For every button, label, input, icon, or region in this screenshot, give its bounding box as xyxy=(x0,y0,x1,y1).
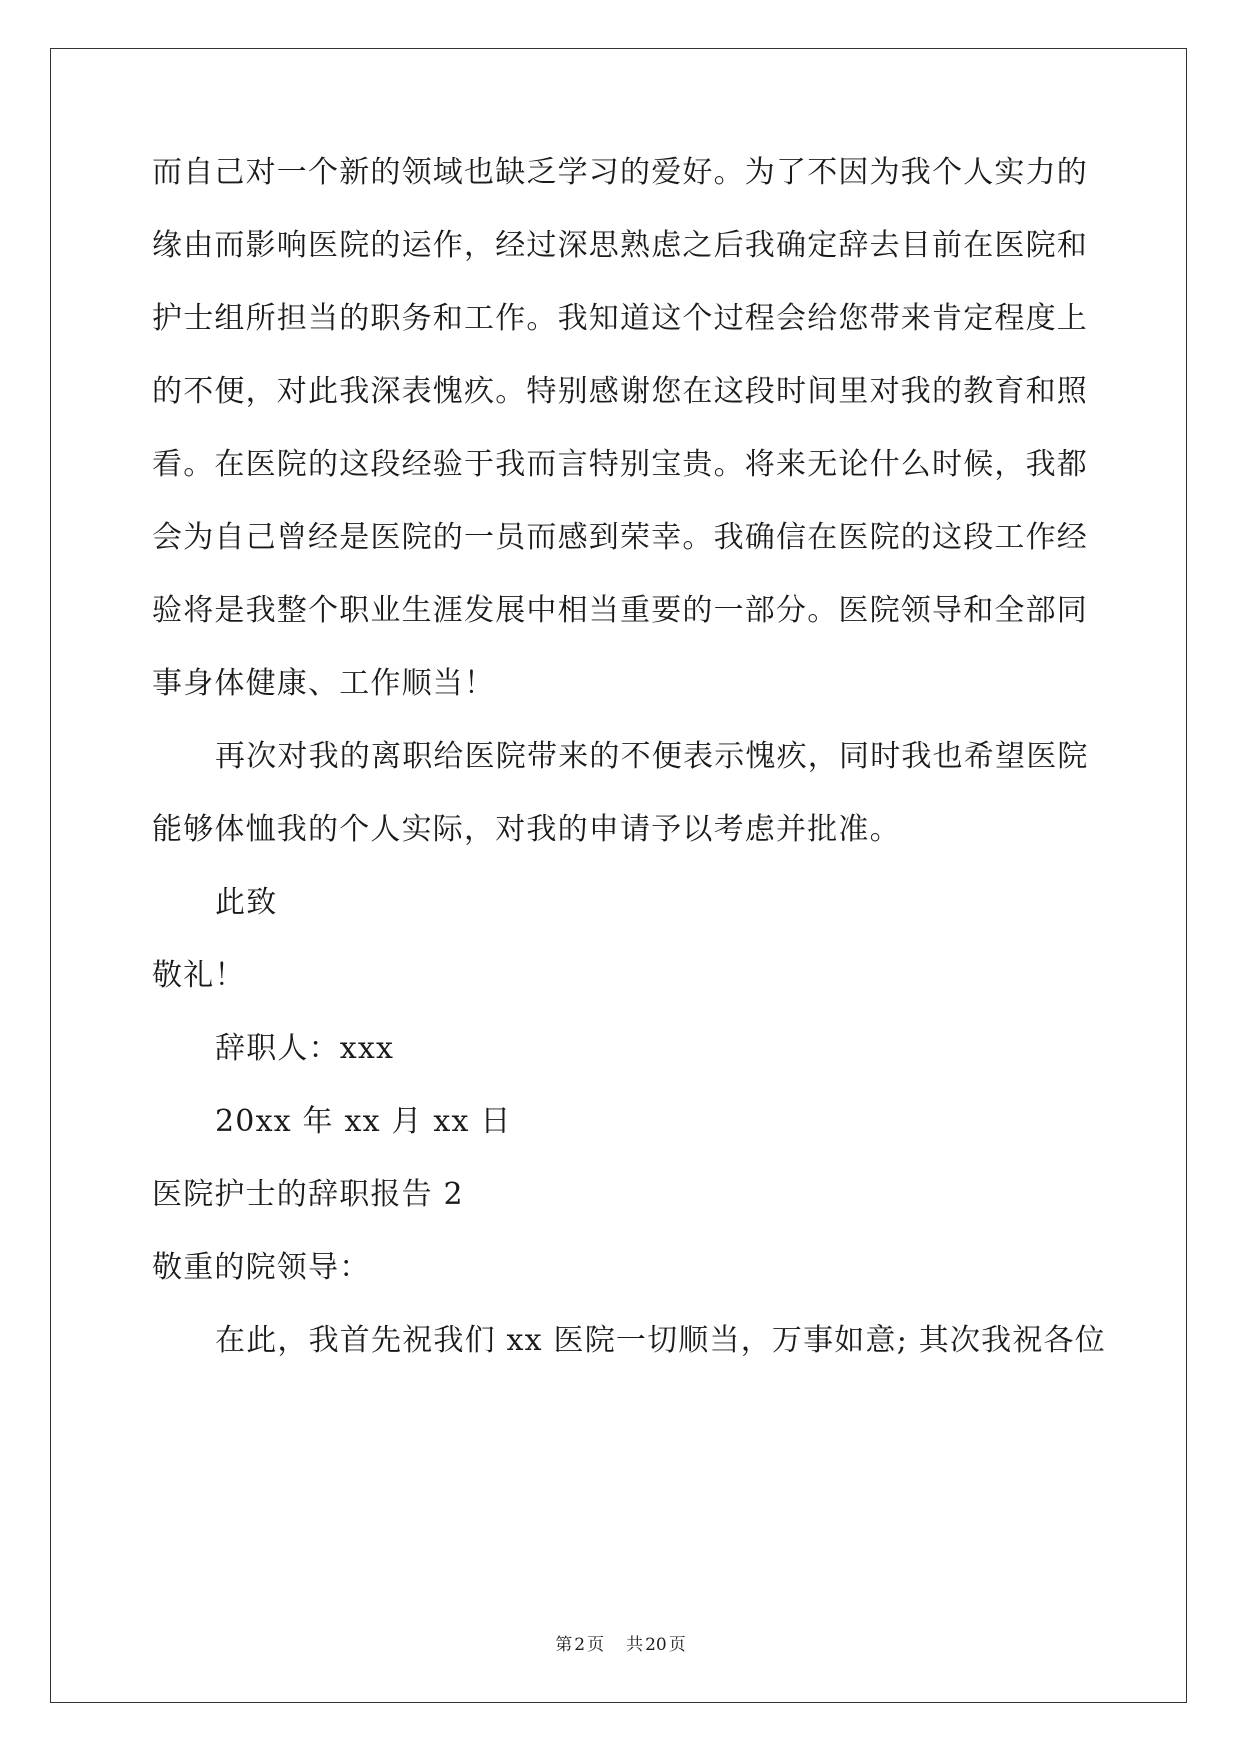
body-line-1: 而自己对一个新的领域也缺乏学习的爱好。为了不因为我个人实力的 xyxy=(152,155,1088,190)
current-page-number: 2 xyxy=(574,1635,586,1655)
page-label-prefix: 第 xyxy=(555,1635,573,1655)
body-line-6: 会为自己曾经是医院的一员而感到荣幸。我确信在医院的这段工作经 xyxy=(152,520,1088,555)
body-line-4: 的不便，对此我深表愧疚。特别感谢您在这段时间里对我的教育和照 xyxy=(152,374,1088,409)
closing-paragraph-line-2: 能够体恤我的个人实际，对我的申请予以考虑并批准。 xyxy=(152,812,901,847)
date-line: 20xx 年 xx 月 xx 日 xyxy=(215,1104,512,1139)
section-title: 医院护士的辞职报告 2 xyxy=(152,1177,464,1212)
body-line-2: 缘由而影响医院的运作，经过深思熟虑之后我确定辞去目前在医院和 xyxy=(152,228,1088,263)
total-prefix: 共 xyxy=(626,1635,644,1655)
page-border xyxy=(50,48,1187,1703)
closing-paragraph-line-1: 再次对我的离职给医院带来的不便表示愧疚，同时我也希望医院 xyxy=(215,739,1089,774)
body-line-3: 护士组所担当的职务和工作。我知道这个过程会给您带来肯定程度上 xyxy=(152,301,1088,336)
body-line-7: 验将是我整个职业生涯发展中相当重要的一部分。医院领导和全部同 xyxy=(152,593,1088,628)
salutation-close: 此致 xyxy=(215,885,278,920)
total-pages-number: 20 xyxy=(645,1635,667,1655)
respect-line: 敬礼！ xyxy=(152,958,246,993)
page-footer xyxy=(0,1630,1241,1655)
opening-line: 在此，我首先祝我们 xx 医院一切顺当，万事如意; 其次我祝各位 xyxy=(215,1323,1106,1358)
greeting-line: 敬重的院领导： xyxy=(152,1250,371,1285)
body-line-5: 看。在医院的这段经验于我而言特别宝贵。将来无论什么时候，我都 xyxy=(152,447,1088,482)
signer-line: 辞职人：xxx xyxy=(215,1031,395,1066)
body-line-8: 事身体健康、工作顺当！ xyxy=(152,666,496,701)
total-suffix: 页 xyxy=(668,1635,686,1655)
page-label-suffix: 页 xyxy=(587,1635,605,1655)
